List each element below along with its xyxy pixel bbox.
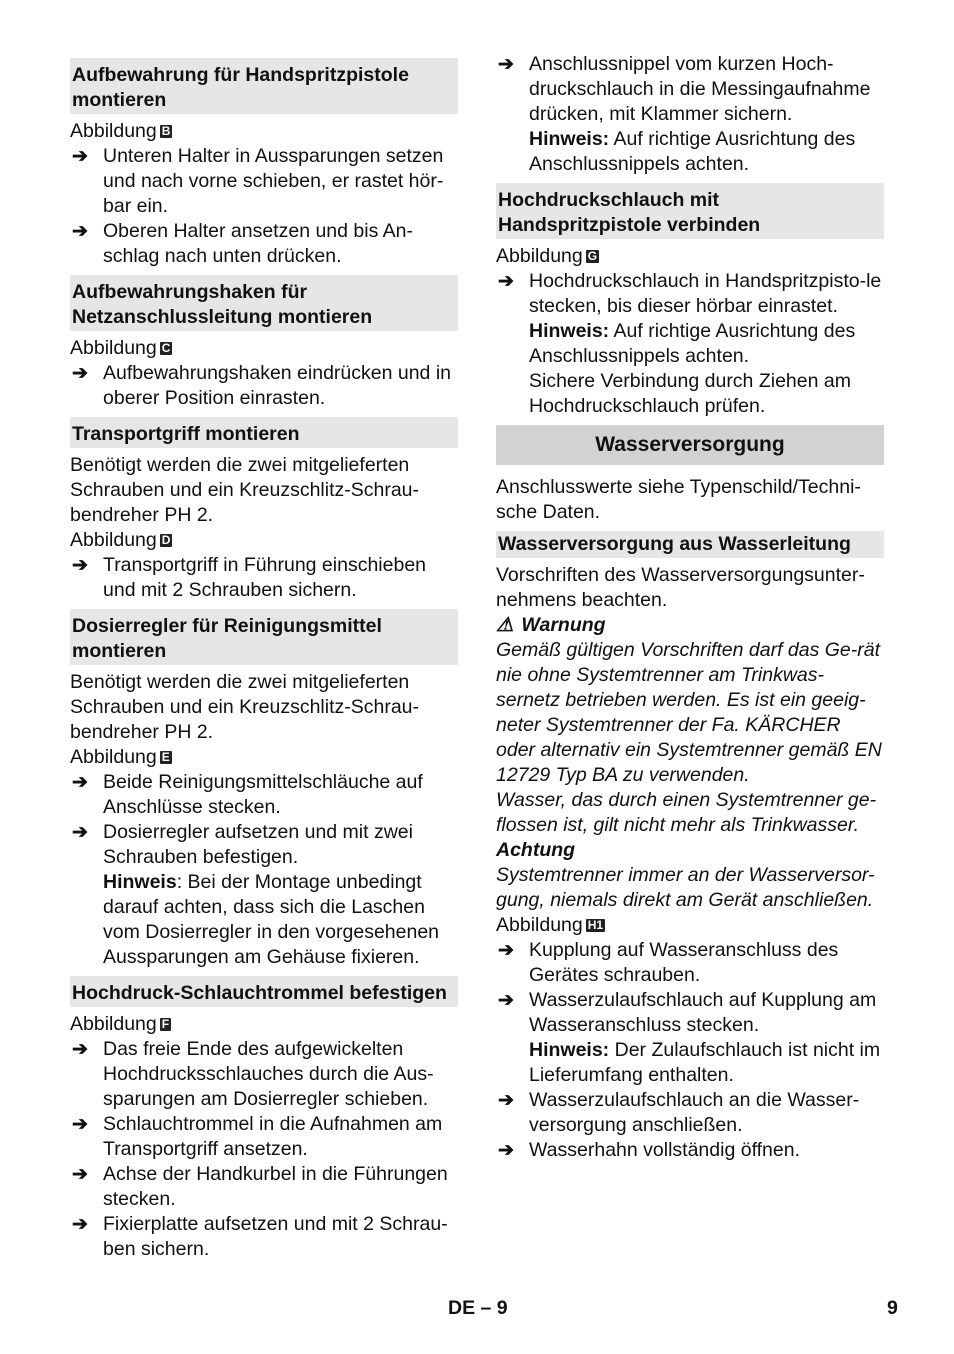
attention-text: Systemtrenner immer an der Wasserversor-gung, niemals direkt am Gerät anschließen. [496,864,875,911]
hint-label: Hinweis: [529,128,610,150]
arrow-icon: ➔ [498,1140,514,1161]
section-heading: Aufbewahrung für Handspritzpistole montieren [70,58,458,114]
paragraph: Vorschriften des Wasserversorgungsunter-nehmens beachten. [496,564,865,611]
hint-label: Hinweis: [529,1039,610,1061]
warning-text: Wasser, das durch einen Systemtrenner ge-flossen ist, gilt nicht mehr als Trinkwasser. [496,789,877,836]
list-item: ➔ Schlauchtrommel in die Aufnahmen am Transportgriff ansetzen. [72,1113,443,1160]
arrow-icon: ➔ [498,1090,514,1111]
figure-badge: F [161,1017,170,1031]
section-heading: Aufbewahrungshaken für Netzanschlussleitung montieren [70,275,458,331]
arrow-icon: ➔ [498,54,514,75]
figure-ref: Abbildung F [70,1013,170,1035]
list-item: ➔ Unteren Halter in Aussparungen setzen und nach vorne schieben, er rastet hör-bar ein. [72,145,444,217]
footer-label: DE – 9 [448,1297,508,1319]
figure-badge: C [161,341,171,355]
list-item: ➔ Dosierregler aufsetzen und mit zwei Schrauben befestigen. Hinweis: Bei der Montage unbedingt darauf achten, dass sich die Laschen vom Dosierregler in den vorgesehenen Aussparungen am Gehäuse fixieren. [72,821,440,968]
arrow-icon: ➔ [72,555,88,576]
arrow-icon: ➔ [72,221,88,242]
figure-ref: Abbildung C [70,337,171,359]
arrow-icon: ➔ [72,1039,88,1060]
arrow-icon: ➔ [72,772,88,793]
figure-ref: Abbildung E [70,746,170,768]
list-item: ➔ Transportgriff in Führung einschieben und mit 2 Schrauben sichern. [72,554,427,601]
list-item: ➔ Fixierplatte aufsetzen und mit 2 Schrau-ben sichern. [72,1213,448,1260]
list-item: ➔ Anschlussnippel vom kurzen Hoch-druckschlauch in die Messingaufnahme drücken, mit Klammer sichern. Hinweis: Auf richtige Ausrichtung des Anschlussnippels achten. [498,53,871,175]
figure-badge: B [161,124,171,138]
list-item: ➔ Wasserzulaufschlauch an die Wasser-versorgung anschließen. [498,1089,860,1136]
figure-ref: Abbildung G [496,245,598,267]
warning-title: ⚠ Warnung [496,614,606,636]
list-item: ➔ Wasserzulaufschlauch auf Kupplung am Wasseranschluss stecken. Hinweis: Der Zulaufschlauch ist nicht im Lieferumfang enthalten. [498,989,881,1086]
arrow-icon: ➔ [498,990,514,1011]
arrow-icon: ➔ [72,1114,88,1135]
list-item: ➔ Achse der Handkurbel in die Führungen stecken. [72,1163,448,1210]
list-item: ➔ Aufbewahrungshaken eindrücken und in oberer Position einrasten. [72,362,452,409]
list-item: ➔ Das freie Ende des aufgewickelten Hochdrucksschlauches durch die Aus-sparungen am Dosierregler schieben. [72,1038,434,1110]
figure-ref: Abbildung B [70,120,171,142]
figure-ref: Abbildung D [70,529,171,551]
warning-icon: ⚠ [496,614,514,636]
figure-badge: H1 [587,918,604,932]
list-item: ➔ Oberen Halter ansetzen und bis An-schlag nach unten drücken. [72,220,414,267]
right-column [496,52,884,1163]
arrow-icon: ➔ [72,146,88,167]
attention-title: Achtung [496,839,576,861]
section-heading: Wasserversorgung aus Wasserleitung [496,531,884,558]
arrow-icon: ➔ [72,822,88,843]
list-item: ➔ Hochdruckschlauch in Handspritzpisto-le stecken, bis dieser hörbar einrastet. Hinweis: Auf richtige Ausrichtung des Anschlussnippels achten. Sichere Verbindung durch Ziehen am Hochdruckschlauch prüfen. [498,270,882,417]
arrow-icon: ➔ [72,1164,88,1185]
warning-text: Gemäß gültigen Vorschriften darf das Ge-rät nie ohne Systemtrenner am Trinkwas-sernetz betrieben werden. Es ist ein geeig-neter Systemtrenner der Fa. KÄRCHER oder alternativ ein Systemtrenner gemäß EN 12729 Typ BA zu verwenden. [496,639,882,786]
chapter-heading: Wasserversorgung [496,425,884,465]
section-heading: Hochdruckschlauch mit Handspritzpistole verbinden [496,183,884,239]
paragraph: Benötigt werden die zwei mitgelieferten Schrauben und ein Kreuzschlitz-Schrau-bendreher PH 2. [70,454,420,526]
arrow-icon: ➔ [72,1214,88,1235]
list-item: ➔ Kupplung auf Wasseranschluss des Gerätes schrauben. [498,939,839,986]
left-column [70,52,458,1262]
list-item: ➔ Beide Reinigungsmittelschläuche auf Anschlüsse stecken. [72,771,423,818]
section-heading: Hochdruck-Schlauchtrommel befestigen [70,976,458,1007]
arrow-icon: ➔ [498,940,514,961]
page-number: 9 [887,1297,898,1319]
paragraph: Anschlusswerte siehe Typenschild/Techni-sche Daten. [496,476,861,523]
figure-ref: Abbildung H1 [496,914,604,936]
arrow-icon: ➔ [72,363,88,384]
section-heading: Transportgriff montieren [70,417,458,448]
paragraph: Benötigt werden die zwei mitgelieferten Schrauben und ein Kreuzschlitz-Schrau-bendreher PH 2. [70,671,420,743]
hint-label: Hinweis [103,871,177,893]
hint-label: Hinweis: [529,320,610,342]
figure-badge: G [587,249,598,263]
figure-badge: E [161,750,170,764]
figure-badge: D [161,533,171,547]
list-item: ➔ Wasserhahn vollständig öffnen. [498,1139,801,1161]
arrow-icon: ➔ [498,271,514,292]
section-heading: Dosierregler für Reinigungsmittel montieren [70,609,458,665]
